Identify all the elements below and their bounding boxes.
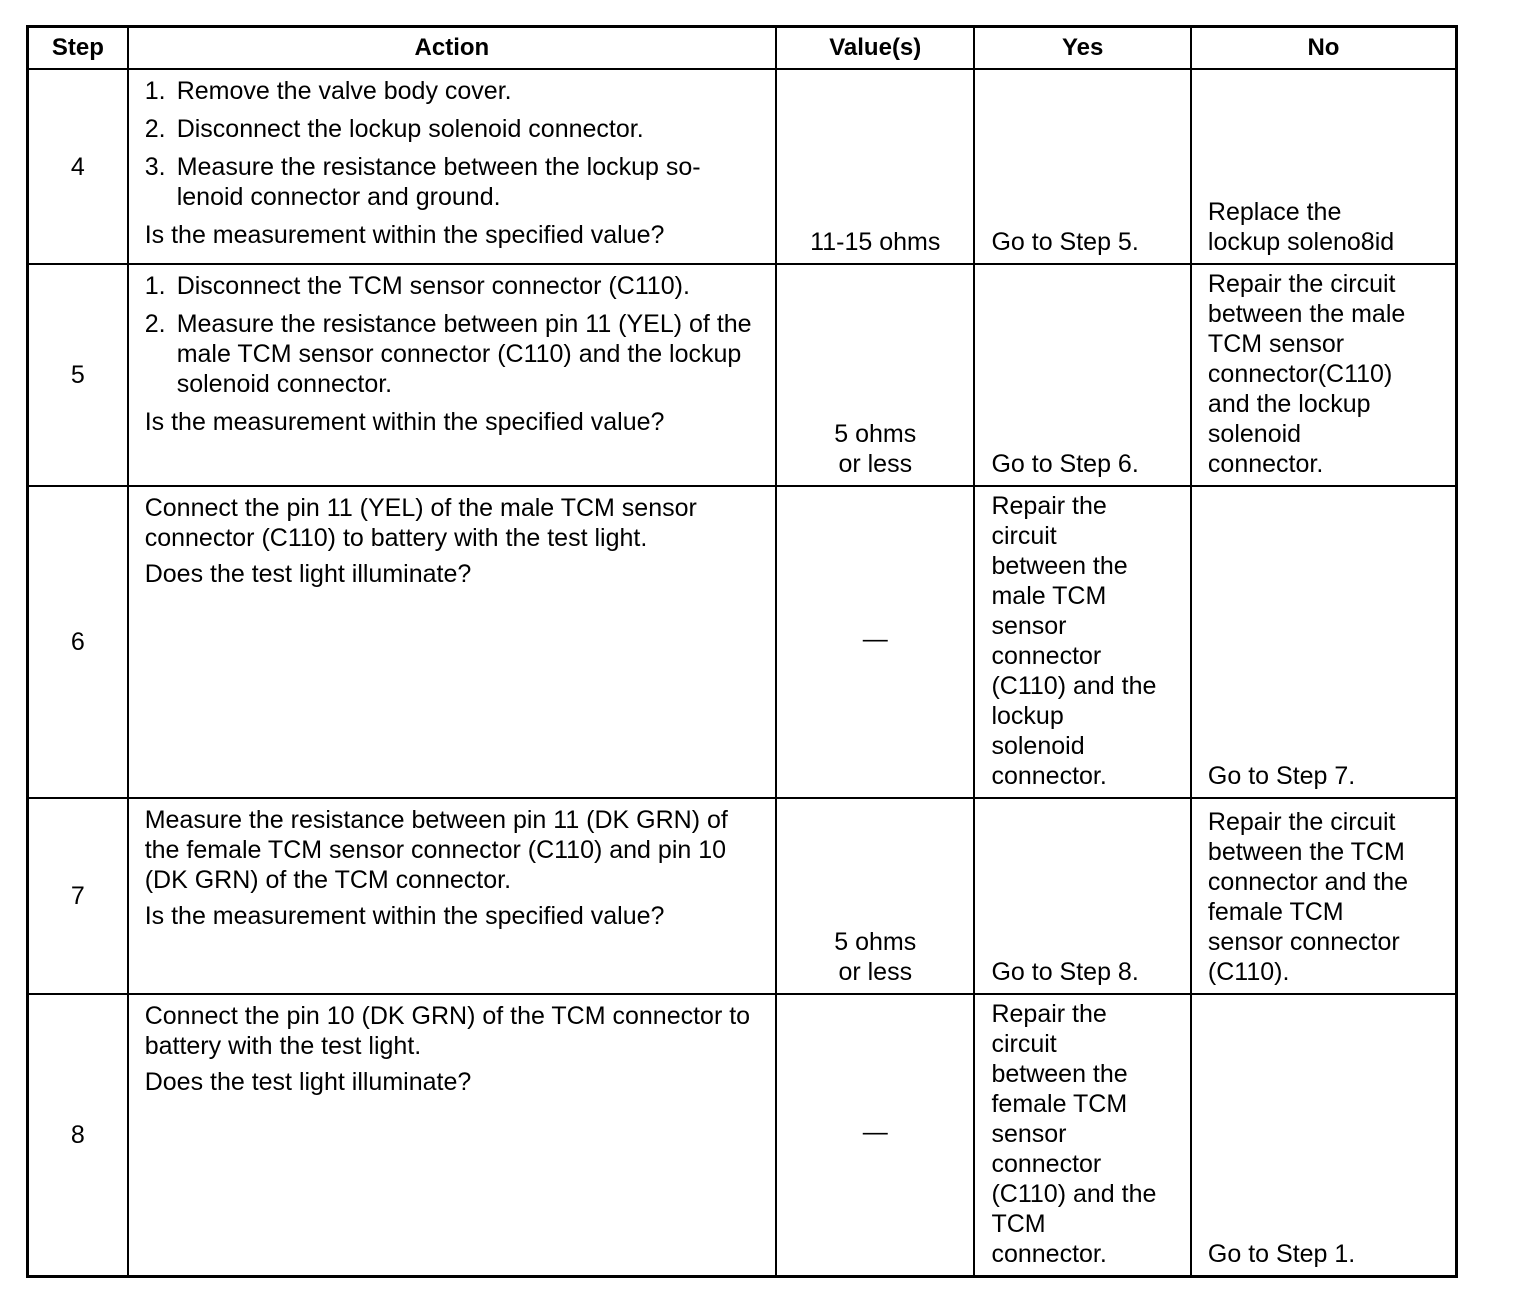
action-steps — [145, 271, 765, 399]
header-action: Action — [128, 27, 776, 70]
diagnostic-table — [26, 25, 1458, 1278]
action-step-text: Remove the valve body cover. — [176, 77, 512, 105]
action-cell — [128, 486, 776, 798]
action-step-number: 1. — [144, 77, 166, 105]
step-number: 4 — [28, 69, 128, 264]
step-number: 8 — [28, 994, 128, 1277]
table-row — [28, 69, 1457, 264]
action-steps — [145, 76, 765, 212]
action-question: Is the measurement within the specified value? — [144, 408, 665, 436]
action-step-number: 2. — [144, 310, 166, 338]
step-number: 7 — [28, 798, 128, 994]
value-cell: 5 ohms or less — [776, 798, 974, 994]
action-text: Connect the pin 11 (YEL) of the male TCM sensor connector (C110) to battery with the test light. — [144, 494, 697, 552]
header-row — [28, 27, 1457, 70]
value-cell: — — [776, 994, 974, 1277]
action-question: Does the test light illuminate? — [144, 560, 472, 588]
action-step-text: Measure the resistance between the lockup so-lenoid connector and ground. — [176, 153, 701, 211]
table-row — [28, 264, 1457, 486]
yes-cell: Repair the circuit between the male TCM sensor connector (C110) and the lockup solenoid connector. — [974, 486, 1190, 798]
step-number: 5 — [28, 264, 128, 486]
action-step-number: 3. — [144, 153, 166, 181]
yes-cell: Repair the circuit between the female TCM sensor connector (C110) and the TCM connector. — [974, 994, 1190, 1277]
action-step — [145, 76, 765, 106]
value-cell: 11-15 ohms — [776, 69, 974, 264]
step-number: 6 — [28, 486, 128, 798]
action-question: Does the test light illuminate? — [144, 1068, 472, 1096]
action-question: Is the measurement within the specified value? — [144, 902, 665, 930]
action-step — [145, 152, 765, 212]
yes-cell: Go to Step 8. — [974, 798, 1190, 994]
no-cell: Repair the circuit between the male TCM sensor connector(C110) and the lockup solenoid connector. — [1191, 264, 1457, 486]
header-yes: Yes — [974, 27, 1190, 70]
action-question: Is the measurement within the specified value? — [144, 221, 665, 249]
no-cell: Go to Step 1. — [1191, 994, 1457, 1277]
action-cell — [128, 994, 776, 1277]
action-step-text: Disconnect the lockup solenoid connector. — [176, 115, 644, 143]
header-step: Step — [28, 27, 128, 70]
yes-cell: Go to Step 5. — [974, 69, 1190, 264]
action-cell — [128, 69, 776, 264]
no-cell: Replace the lockup soleno8id — [1191, 69, 1457, 264]
value-cell: — — [776, 486, 974, 798]
action-step — [145, 271, 765, 301]
action-step-text: Measure the resistance between pin 11 (YEL) of the male TCM sensor connector (C110) and the lockup solenoid connector. — [176, 310, 752, 398]
action-step-number: 2. — [144, 115, 166, 143]
header-value: Value(s) — [776, 27, 974, 70]
action-step-number: 1. — [144, 272, 166, 300]
action-cell — [128, 264, 776, 486]
no-cell: Repair the circuit between the TCM connector and the female TCM sensor connector (C110). — [1191, 798, 1457, 994]
action-cell — [128, 798, 776, 994]
table-row — [28, 486, 1457, 798]
action-step — [145, 114, 765, 144]
action-step — [145, 309, 765, 399]
action-step-text: Disconnect the TCM sensor connector (C110). — [176, 272, 690, 300]
header-no: No — [1191, 27, 1457, 70]
table-row — [28, 994, 1457, 1277]
action-text: Connect the pin 10 (DK GRN) of the TCM connector to battery with the test light. — [144, 1002, 751, 1060]
table-row — [28, 798, 1457, 994]
value-cell: 5 ohms or less — [776, 264, 974, 486]
no-cell: Go to Step 7. — [1191, 486, 1457, 798]
action-text: Measure the resistance between pin 11 (DK GRN) of the female TCM sensor connector (C110) and pin 10 (DK GRN) of the TCM connector. — [144, 806, 728, 894]
yes-cell: Go to Step 6. — [974, 264, 1190, 486]
